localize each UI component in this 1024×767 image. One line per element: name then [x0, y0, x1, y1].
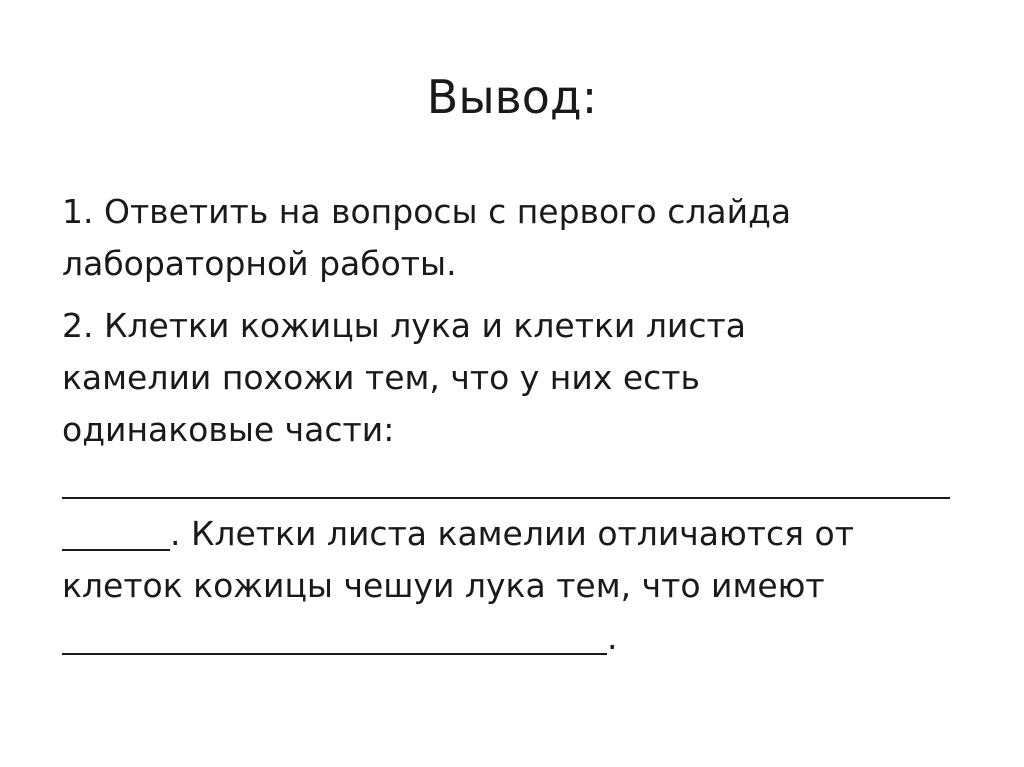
item-2-line-3: одинаковые части:: [62, 410, 395, 449]
item-2-line-5-text: . Клетки листа камелии отличаются от: [170, 514, 854, 553]
item-2-line-1: 2. Клетки кожицы лука и клетки листа: [62, 306, 746, 345]
slide-body: [62, 186, 962, 664]
item-2-line-4: [62, 456, 962, 508]
answer-blank-3[interactable]: [62, 613, 607, 655]
item-2-line-7: [62, 612, 962, 664]
item-2-line-2: камелии похожи тем, что у них есть: [62, 358, 700, 397]
item-1-line-2: лабораторной работы.: [62, 244, 457, 283]
item-1-line-1: 1. Ответить на вопросы с первого слайда: [62, 192, 792, 231]
item-2-line-5: [62, 508, 962, 560]
item-2-line-6: клеток кожицы чешуи лука тем, что имеют: [62, 566, 825, 605]
answer-blank-1[interactable]: [62, 457, 950, 499]
slide-title: Вывод:: [426, 70, 598, 124]
item-1: [62, 186, 962, 290]
item-2-line-7-end: .: [607, 618, 618, 657]
item-2: [62, 300, 962, 664]
answer-blank-2[interactable]: [62, 509, 170, 551]
